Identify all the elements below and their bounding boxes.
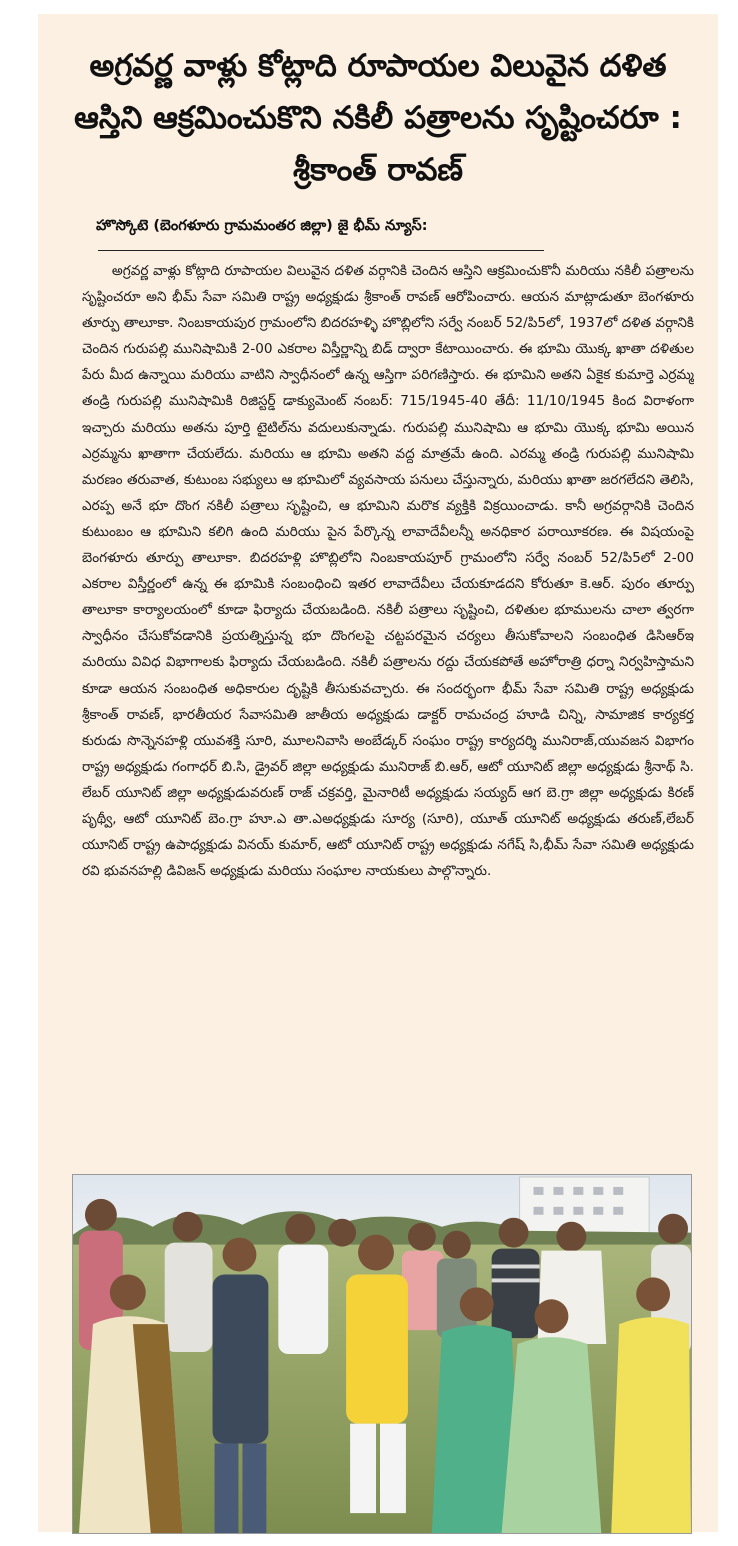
newspaper-clipping <box>38 14 718 1532</box>
news-photo-group-of-people <box>72 1174 692 1534</box>
headline: అగ్రవర్ణ వాళ్లు కోట్లాది రూపాయల విలువైన దళిత ఆస్తిని ఆక్రమించుకొని నకిలీ పత్రాలను సృష్టించరూ : శ్రీకాంత్ రావణ్ <box>74 48 682 188</box>
dateline-underline <box>98 250 544 251</box>
photo-illustration <box>73 1175 691 1533</box>
dateline: హొస్కోటె (బెంగళూరు గ్రామమంతర జిల్లా) జై భీమ్ న్యూస్: <box>96 218 428 234</box>
article-body: అగ్రవర్ణ వాళ్లు కోట్లాది రూపాయల విలువైన దళిత వర్గానికి చెందిన ఆస్తిని ఆక్రమించుకొనీ మరియు నకిలీ పత్రాలను సృష్టించరూ అని భీమ్ సేవా సమితి రాష్ట్ర అధ్యక్షుడు శ్రీకాంత్ రావణ్ ఆరోపించారు. ఆయన మాట్లాడుతూ బెంగళూరు తూర్పు తాలూకా. నింబకాయపుర గ్రామంలోని బిదరహళ్ళి హొబ్లిలోని సర్వే నంబర్ 52/పి5లో, 1937లో దళిత వర్గానికి చెందిన గురుపల్లి మునిషామికి 2-00 ఎకరాల విస్తీర్ణాన్ని బిడ్ ద్వారా కేటాయించారు. ఈ భూమి యొక్క ఖాతా దళితుల పేరు మీద ఉన్నాయి మరియు వాటిని స్వాధీనంలో ఉన్న ఆస్తిగా పరిగణిస్తారు. ఈ భూమిని అతని ఏకైక కుమార్తె ఎర్రమ్మ తండ్రి గురుపల్లి మునిషామికి రిజిస్టర్డ్ డాక్యుమెంట్ నంబర్: 715/1945-40 తేదీ: 11/10/1945 కింద విరాళంగా ఇచ్చారు మరియు అతను పూర్తి టైటిల్‌ను వదులుకున్నాడు. గురుపల్లి మునిషామి ఆ భూమి యొక్క భూమి అయిన ఎర్రమ్మను ఖాతాగా చేయలేదు. మరియు ఆ భూమి అతని వద్ద మాత్రమే ఉంది. ఎరమ్మ తండ్రి గురుపల్లి మునిషామి మరణం తరువాత, కుటుంబ సభ్యులు ఆ భూమిలో వ్యవసాయ పనులు చేస్తున్నారు, మరియు ఖాతా జరగలేదని తెలిసి, ఎరప్ప అనే భూ దొంగ నకిలీ పత్రాలు సృష్టించి, ఆ భూమిని మరొక వ్యక్తికి విక్రయించాడు. కానీ అగ్రవర్గానికి చెందిన కుటుంబం ఆ భూమిని కలిగి ఉంది మరియు పైన పేర్కొన్న లావాదేవీలన్నీ అనధికార పరాయీకరణ. ఈ విషయంపై బెంగళూరు తూర్పు తాలూకా. బిదరహళ్లి హొబ్లిలోని నింబకాయపూర్ గ్రామంలోని సర్వే నంబర్ 52/పి5లో 2-00 ఎకరాల విస్తీర్ణంలో ఉన్న ఈ భూమికి సంబంధించి ఇతర లావాదేవీలు చేయకూడదని కోరుతూ కె.ఆర్. పురం తూర్పు తాలూకా కార్యాలయంలో కూడా ఫిర్యాదు చేయబడింది. నకిలీ పత్రాలు సృష్టించి, దళితుల భూములను చాలా త్వరగా స్వాధీనం చేసుకోవడానికి ప్రయత్నిస్తున్న భూ దొంగలపై చట్టపరమైన చర్యలు తీసుకోవాలని సంబంధిత డిసిఆర్ఇ మరియు వివిధ విభాగాలకు ఫిర్యాదు చేయబడింది. నకిలీ పత్రాలను రద్దు చేయకపోతే అహోరాత్రి ధర్నా నిర్వహిస్తామని కూడా ఆయన సంబంధిత అధికారుల దృష్టికి తీసుకువచ్చారు. ఈ సందర్భంగా భీమ్ సేవా సమితి రాష్ట్ర అధ్యక్షుడు శ్రీకాంత్ రావణ్, భారతీయర సేవాసమితి జాతీయ అధ్యక్షుడు డాక్టర్ రామచంద్ర హూడి చిన్ని, సామాజిక కార్యకర్త కురుడు సొన్నెనహళ్లి యువశక్తి సూరి, మూలనివాసి అంబేడ్కర్ సంఘం రాష్ట్ర కార్యదర్శి మునిరాజ్,యువజన విభాగం రాష్ట్ర అధ్యక్షుడు గంగాధర్ బి.సి, డ్రైవర్ జిల్లా అధ్యక్షుడు మునిరాజ్ బి.ఆర్, ఆటో యూనిట్ జిల్లా అధ్యక్షుడు శ్రీనాథ్ సి. లేబర్ యూనిట్ జిల్లా అధ్యక్షుడువరుణ్ రాజ్ చక్రవర్తి, మైనారిటీ అధ్యక్షుడు సయ్యద్ ఆగ బె.గ్రా జిల్లా అధ్యక్షుడు కిరణ్ పృథ్వీ, ఆటో యూనిట్ బెం.గ్రా హూ.ఎ తా.ఎఅధ్యక్షుడు సూర్య (సూరి), యూత్ యూనిట్ అధ్యక్షుడు తరుణ్,లేబర్ యూనిట్ రాష్ట్ర ఉపాధ్యక్షుడు వినయ్ కుమార్, ఆటో యూనిట్ రాష్ట్ర అధ్యక్షుడు నగేష్ సి,భీమ్ సేవా సమితి అధ్యక్షుడు రవి భువనహల్లి డివిజన్ అధ్యక్షుడు మరియు సంఘాల నాయకులు పాల్గొన్నారు. <box>82 263 694 880</box>
